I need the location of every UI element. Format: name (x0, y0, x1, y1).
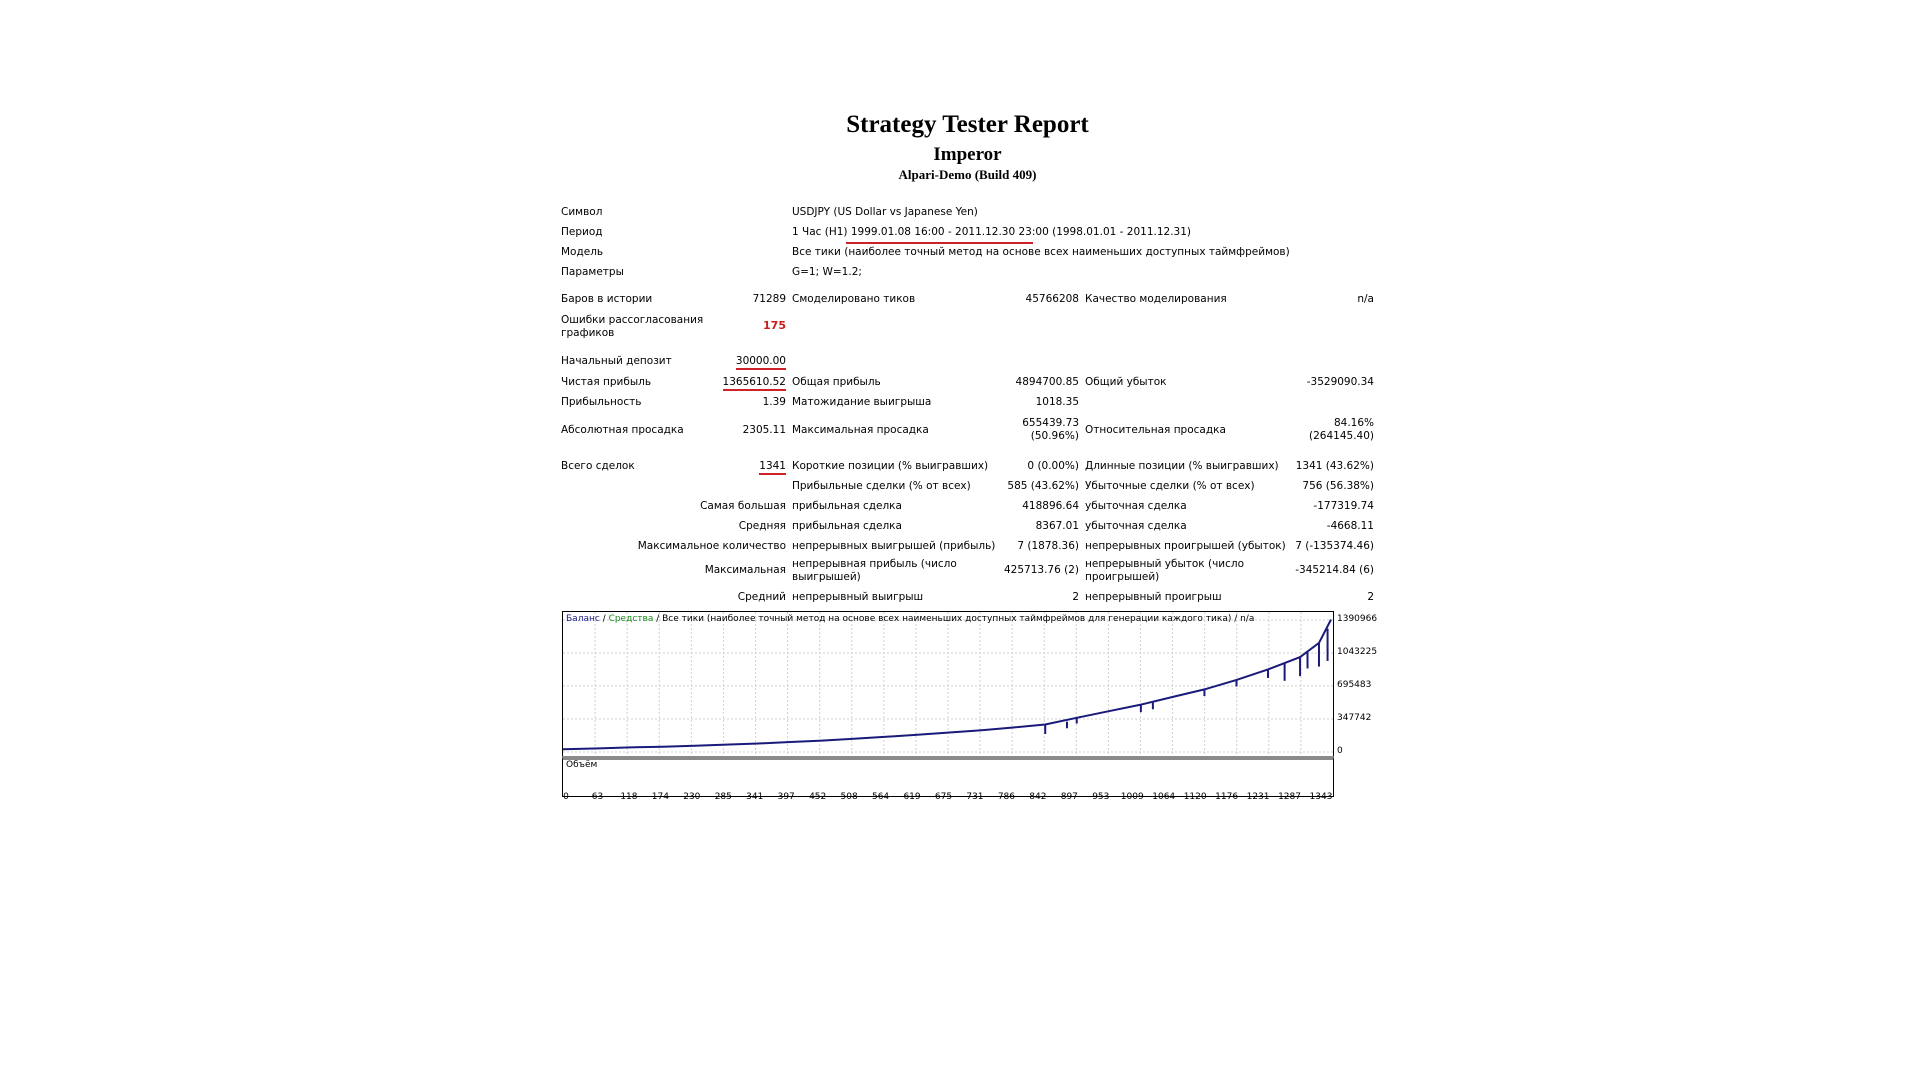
x-tick-label: 452 (809, 792, 827, 802)
max-count-label: Максимальное количество (637, 540, 786, 552)
model-label: Модель (561, 246, 604, 258)
max-cons-losses-value: 7 (-135374.46) (1295, 540, 1374, 552)
gross-loss-label: Общий убыток (1085, 376, 1167, 388)
bars-value: 71289 (752, 293, 786, 305)
max-cons-profit-label-2: выигрышей) (792, 571, 861, 583)
y-tick-label: 0 (1337, 746, 1343, 756)
deposit-value-cell (700, 355, 786, 368)
x-tick-label: 397 (777, 792, 795, 802)
avg-cons-label: Средний (737, 591, 786, 603)
abs-drawdown-value: 2305.11 (742, 424, 786, 436)
balance-line (563, 620, 1331, 750)
net-profit-value: 1365610.52 (723, 376, 786, 391)
total-trades-value: 1341 (759, 460, 786, 475)
net-profit-label: Чистая прибыль (561, 376, 652, 388)
avg-cons-wins-label: непрерывный выигрыш (792, 591, 924, 603)
mismatch-label-2: графиков (561, 327, 615, 339)
drawdown-spikes (1045, 629, 1327, 734)
payoff-value: 1018.35 (1035, 396, 1079, 408)
loss-trades-value: 756 (56.38%) (1302, 480, 1374, 492)
largest-profit-label: прибыльная сделка (792, 500, 902, 512)
deposit-label: Начальный депозит (561, 355, 672, 367)
long-positions-value: 1341 (43.62%) (1295, 460, 1374, 472)
x-tick-label: 619 (903, 792, 921, 802)
max-drawdown-percent: (50.96%) (1030, 430, 1079, 442)
total-trades-label: Всего сделок (561, 460, 635, 472)
mismatch-value: 175 (763, 319, 786, 332)
x-tick-label: 1009 (1120, 792, 1144, 802)
avg-cons-wins-value: 2 (1072, 591, 1079, 603)
average-loss-value: -4668.11 (1326, 520, 1374, 532)
maximal-label: Максимальная (704, 564, 786, 576)
legend-equity: Средства (608, 614, 654, 624)
x-tick-label: 1176 (1215, 792, 1239, 802)
avg-cons-losses-value: 2 (1367, 591, 1374, 603)
net-profit-value-cell (700, 376, 786, 389)
params-label: Параметры (561, 266, 624, 278)
gross-profit-label: Общая прибыль (792, 376, 881, 388)
y-tick-label: 347742 (1337, 712, 1372, 723)
period-value: 1 Час (H1) 1999.01.08 16:00 - 2011.12.30 23:00 (1998.01.01 - 2011.12.31) (792, 226, 1191, 238)
bars-label: Баров в истории (561, 293, 653, 305)
max-drawdown-label: Максимальная просадка (792, 424, 929, 436)
profit-factor-label: Прибыльность (561, 396, 642, 408)
avg-cons-losses-label: непрерывный проигрыш (1085, 591, 1222, 603)
max-cons-profit-value: 425713.76 (2) (1004, 564, 1079, 576)
volume-panel (562, 756, 1334, 797)
ticks-label: Смоделировано тиков (792, 293, 916, 305)
long-positions-label: Длинные позиции (% выигравших) (1085, 460, 1279, 472)
profit-trades-label: Прибыльные сделки (% от всех) (792, 480, 971, 492)
quality-value: n/a (1357, 293, 1374, 305)
x-tick-label: 842 (1029, 792, 1047, 802)
max-cons-loss-value: -345214.84 (6) (1295, 564, 1374, 576)
volume-label: Объём (566, 760, 598, 770)
largest-label: Самая большая (700, 500, 786, 512)
y-tick-label: 1390966 (1337, 614, 1378, 624)
profit-factor-value: 1.39 (762, 396, 786, 408)
symbol-value: USDJPY (US Dollar vs Japanese Yen) (792, 206, 978, 218)
x-tick-label: 953 (1092, 792, 1110, 802)
payoff-label: Матожидание выигрыша (792, 396, 932, 408)
x-tick-label: 508 (840, 792, 858, 802)
gross-loss-value: -3529090.34 (1306, 376, 1374, 388)
x-tick-label: 786 (997, 792, 1015, 802)
x-tick-label: 0 (563, 792, 569, 802)
x-tick-label: 63 (591, 792, 604, 802)
ticks-value: 45766208 (1025, 293, 1079, 305)
x-tick-label: 285 (714, 792, 732, 802)
report-title: Strategy Tester Report (846, 111, 1089, 138)
server-name: Alpari-Demo (Build 409) (898, 167, 1037, 182)
average-label: Средняя (738, 520, 786, 532)
abs-drawdown-label: Абсолютная просадка (561, 424, 684, 436)
x-tick-label: 174 (651, 792, 669, 802)
largest-loss-label: убыточная сделка (1085, 500, 1187, 512)
max-cons-wins-value: 7 (1878.36) (1017, 540, 1079, 552)
x-tick-label: 341 (746, 792, 764, 802)
average-loss-label: убыточная сделка (1085, 520, 1187, 532)
x-tick-label: 897 (1060, 792, 1078, 802)
chart-legend (566, 614, 1254, 625)
expert-name: Imperor (933, 144, 1002, 165)
x-tick-label: 1343 (1309, 792, 1333, 802)
rel-drawdown-label: Относительная просадка (1085, 424, 1226, 436)
max-cons-losses-label: непрерывных проигрышей (убыток) (1085, 540, 1286, 552)
x-tick-label: 1064 (1152, 792, 1176, 802)
legend-description: / Все тики (наиболее точный метод на основе всех наименьших доступных таймфреймов для генерации каждого тика) / n/a (653, 614, 1255, 624)
quality-label: Качество моделирования (1085, 293, 1227, 305)
short-positions-label: Короткие позиции (% выигравших) (792, 460, 989, 472)
y-tick-label: 1043225 (1337, 646, 1378, 657)
max-cons-profit-label: непрерывная прибыль (число (792, 558, 957, 570)
mismatch-label: Ошибки рассогласования (561, 314, 704, 326)
average-profit-label: прибыльная сделка (792, 520, 902, 532)
period-label: Период (561, 226, 603, 238)
max-cons-loss-label: непрерывный убыток (число (1085, 558, 1245, 570)
x-tick-label: 1287 (1278, 792, 1301, 802)
max-drawdown-value: 655439.73 (1022, 417, 1079, 429)
average-profit-value: 8367.01 (1035, 520, 1079, 532)
rel-drawdown-value: 84.16% (1333, 417, 1374, 429)
rel-drawdown-amount: (264145.40) (1309, 430, 1374, 442)
largest-loss-value: -177319.74 (1313, 500, 1374, 512)
x-tick-label: 118 (620, 792, 638, 802)
x-tick-label: 564 (871, 792, 890, 802)
x-tick-label: 731 (966, 792, 984, 802)
model-value: Все тики (наиболее точный метод на основе всех наименьших доступных таймфреймов) (792, 246, 1290, 258)
max-cons-loss-label-2: проигрышей) (1085, 571, 1160, 583)
x-tick-label: 230 (683, 792, 701, 802)
profit-trades-value: 585 (43.62%) (1007, 480, 1079, 492)
balance-chart-plot (563, 612, 1333, 758)
largest-profit-value: 418896.64 (1022, 500, 1079, 512)
legend-separator: / (599, 614, 609, 624)
x-tick-label: 1231 (1246, 792, 1270, 802)
deposit-value: 30000.00 (736, 355, 786, 370)
short-positions-value: 0 (0.00%) (1027, 460, 1079, 472)
x-tick-label: 1120 (1183, 792, 1207, 802)
total-trades-value-cell (700, 460, 786, 473)
max-cons-wins-label: непрерывных выигрышей (прибыль) (792, 540, 996, 552)
gross-profit-value: 4894700.85 (1015, 376, 1079, 388)
params-value: G=1; W=1.2; (792, 266, 862, 278)
legend-balance: Баланс (566, 614, 600, 624)
y-tick-label: 695483 (1337, 680, 1372, 690)
period-underline (846, 242, 1033, 244)
loss-trades-label: Убыточные сделки (% от всех) (1085, 480, 1255, 492)
symbol-label: Символ (561, 206, 603, 218)
x-tick-label: 675 (934, 792, 953, 802)
